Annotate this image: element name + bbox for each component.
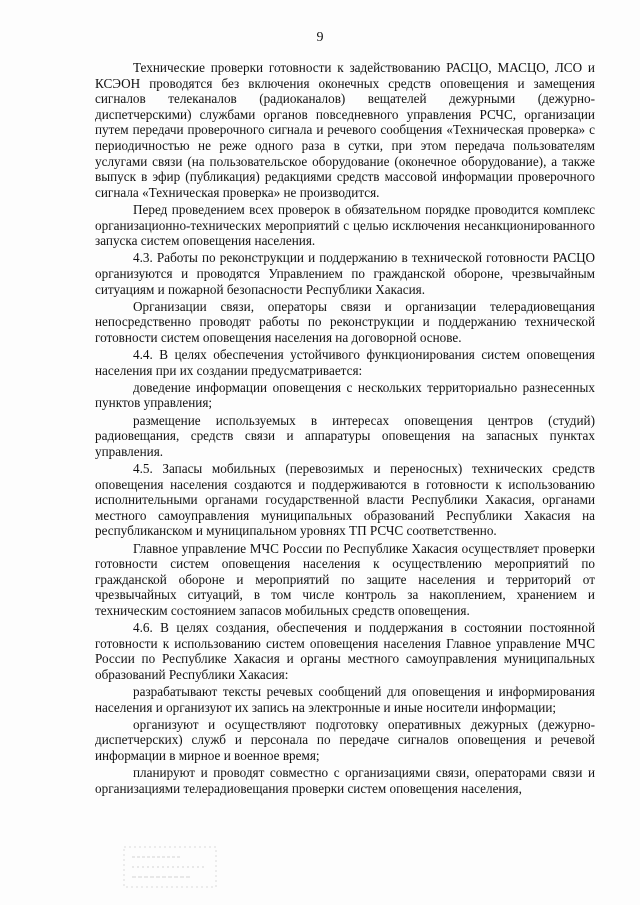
- page-number: 9: [316, 30, 324, 45]
- paragraph: Организации связи, операторы связи и организации телерадиовещания непосредственно проводят работы по реконструкции и поддержанию технической готовности систем оповещения населения на договорной основе.: [95, 298, 595, 345]
- paragraph: Главное управление МЧС России по Республике Хакасия осуществляет проверки готовности систем оповещения населения к осуществлению мероприятий по гражданской обороне и мероприятий по защите населения и территорий от чрезвычайных ситуаций, в том числе контроль за накоплением, хранением и техническим состоянием запасов мобильных средств оповещения.: [95, 540, 595, 618]
- paragraph: 4.3. Работы по реконструкции и поддержанию в технической готовности РАСЦО организуются и проводятся Управлением по гражданской обороне, чрезвычайным ситуациям и пожарной безопасности Республики Хакасия.: [95, 250, 595, 297]
- stamp-mark: [122, 845, 218, 889]
- paragraph: доведение информации оповещения с нескольких территориально разнесенных пунктов управления;: [95, 379, 595, 411]
- paragraph: 4.6. В целях создания, обеспечения и поддержания в состоянии постоянной готовности к использованию систем оповещения населения Главное управление МЧС России по Республике Хакасия и органы местного самоуправления муниципальных образований Республики Хакасия:: [95, 620, 595, 682]
- paragraph: 4.5. Запасы мобильных (перевозимых и переносных) технических средств оповещения населения создаются и поддерживаются в готовности к использованию исполнительными органами государственной власти Республики Хакасия, органами местного самоуправления муниципальных образований Республики Хакасия на республиканском и муниципальном уровнях ТП РСЧС соответственно.: [95, 461, 595, 539]
- paragraph: разрабатывают тексты речевых сообщений для оповещения и информирования населения и организуют их запись на электронные и иные носители информации;: [95, 684, 595, 715]
- paragraph: Технические проверки готовности к задействованию РАСЦО, МАСЦО, ЛСО и КСЭОН проводятся без включения оконечных средств оповещения и замещения сигналов телеканалов (радиоканалов) вещателей дежурными (дежурно-диспетчерскими) службами органов повседневного управления РСЧС, организации путем передачи проверочного сигнала и речевого сообщения «Техническая проверка» с периодичностью не реже одного раза в сутки, при этом передача пользователям услугами связи (на пользовательское оборудование (оконечное оборудование), а также выпуск в эфир (публикация) редакциями средств массовой информации проверочного сигнала «Техническая проверка» не производится.: [95, 60, 595, 200]
- paragraph: размещение используемых в интересах оповещения центров (студий) радиовещания, средств связи и аппаратуры оповещения на запасных пунктах управления.: [95, 412, 595, 459]
- paragraph: организуют и осуществляют подготовку оперативных дежурных (дежурно-диспетчерских) служб и персонала по передаче сигналов оповещения и речевой информации в мирное и военное время;: [95, 716, 595, 764]
- paragraph: Перед проведением всех проверок в обязательном порядке проводится комплекс организационно-технических мероприятий с целью исключения несанкционированного запуска систем оповещения населения.: [95, 201, 595, 249]
- paragraph: планируют и проводят совместно с организациями связи, операторами связи и организациями телерадиовещания проверки систем оповещения населения,: [95, 765, 595, 796]
- document-body: [95, 60, 595, 798]
- paragraph: 4.4. В целях обеспечения устойчивого функционирования систем оповещения населения при их создании предусматривается:: [95, 347, 595, 378]
